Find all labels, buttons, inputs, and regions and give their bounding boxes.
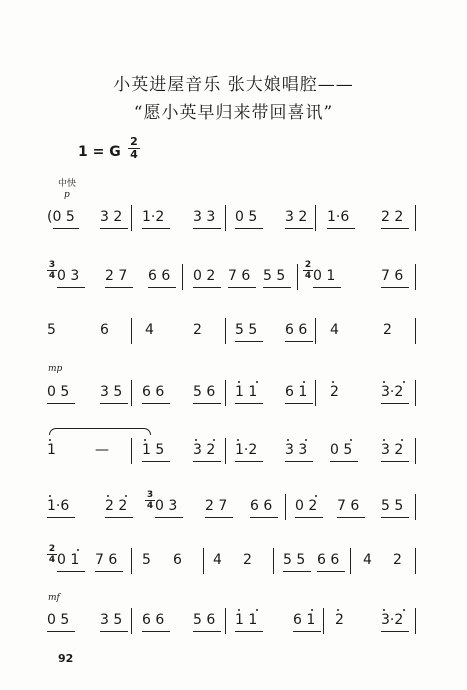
high-dot: [383, 609, 385, 611]
note-group: 0 3: [155, 498, 178, 514]
underline: [100, 631, 128, 632]
underline: [317, 571, 345, 572]
dynamic-p: p: [64, 190, 70, 200]
barline: [415, 318, 416, 344]
underline: [285, 403, 313, 404]
high-dot: [49, 439, 51, 441]
note-group: 7 6: [228, 268, 251, 284]
high-dot: [305, 439, 307, 441]
high-dot: [403, 381, 405, 383]
note-group: 6 6: [142, 384, 165, 400]
underline: [100, 228, 128, 229]
underline: [285, 228, 313, 229]
underline: [381, 461, 409, 462]
barline: [225, 608, 226, 634]
score-row-1: [45, 205, 425, 235]
underline: [193, 287, 221, 288]
barline: [415, 380, 416, 406]
note-group: 0 1: [313, 268, 336, 284]
high-dot: [287, 439, 289, 441]
note-group: 5 6: [193, 612, 216, 628]
note: 5: [47, 322, 56, 338]
note-group: 5 6: [193, 384, 216, 400]
high-dot: [383, 381, 385, 383]
underline: [293, 631, 321, 632]
barline: [225, 205, 226, 231]
underline: [193, 631, 221, 632]
time-sig-bottom: 4: [128, 148, 140, 161]
underline: [235, 228, 263, 229]
underline: [250, 517, 278, 518]
underline: [381, 287, 409, 288]
note-group: 3 5: [100, 384, 123, 400]
underline: [285, 341, 313, 342]
underline: [228, 287, 256, 288]
note: 1: [47, 442, 56, 458]
time-change-2-4: 2 4: [304, 260, 312, 281]
barline: [131, 608, 132, 634]
note-group: 2 2: [381, 209, 404, 225]
barline: [415, 264, 416, 290]
note-group: 6 6: [142, 612, 165, 628]
note-group: 1 1: [235, 384, 258, 400]
underline: [142, 228, 170, 229]
note-group: 6 6: [317, 552, 340, 568]
high-dot: [195, 439, 197, 441]
note-group: 6 6: [250, 498, 273, 514]
note: 4: [330, 322, 339, 338]
high-dot: [403, 609, 405, 611]
underline: [105, 287, 133, 288]
score-row-8: [45, 608, 425, 638]
underline: [155, 517, 183, 518]
note-group: 3·2: [381, 384, 404, 400]
title-line-2: “愿小英早归来带回喜讯”: [133, 103, 334, 123]
high-dot: [350, 439, 352, 441]
note-group: 0 5: [330, 442, 353, 458]
note-group: 5 5: [283, 552, 306, 568]
high-dot: [238, 381, 240, 383]
note: 4: [363, 552, 372, 568]
barline: [315, 380, 316, 406]
high-dot: [144, 439, 146, 441]
underline: [263, 287, 291, 288]
note-group: 5 5: [381, 498, 404, 514]
underline: [142, 461, 170, 462]
underline: [235, 631, 263, 632]
barline: [273, 548, 274, 574]
note: 6: [173, 552, 182, 568]
note-group: 3·2: [381, 612, 404, 628]
barline: [415, 205, 416, 231]
time-signature: [128, 136, 140, 161]
high-dot: [213, 439, 215, 441]
high-dot: [303, 381, 305, 383]
underline: [381, 228, 409, 229]
high-dot: [332, 381, 334, 383]
high-dot: [256, 381, 258, 383]
note-group: 1 5: [142, 442, 165, 458]
underline: [381, 631, 409, 632]
note-group: 1·6: [327, 209, 350, 225]
underline: [283, 571, 311, 572]
underline: [95, 571, 123, 572]
score-row-3: [45, 318, 425, 348]
underline: [100, 403, 128, 404]
barline: [131, 548, 132, 574]
note: 5: [142, 552, 151, 568]
note: 2: [383, 322, 392, 338]
barline: [350, 548, 351, 574]
note: 2: [243, 552, 252, 568]
note-group: 1 1: [235, 612, 258, 628]
underline: [313, 287, 341, 288]
underline: [142, 403, 170, 404]
note-group: 3 3: [285, 442, 308, 458]
score-row-6: [45, 490, 425, 524]
underline: [295, 517, 323, 518]
underline: [105, 517, 133, 518]
high-dot: [237, 439, 239, 441]
underline: [285, 461, 313, 462]
underline: [57, 287, 85, 288]
high-dot: [107, 495, 109, 497]
underline: [193, 403, 221, 404]
underline: [53, 228, 79, 229]
barline: [415, 608, 416, 634]
tempo-marking: 中快: [58, 179, 77, 189]
note-group: 7 6: [337, 498, 360, 514]
note-group: 0 1: [57, 552, 80, 568]
title-line-1: 小英进屋音乐 张大娘唱腔——: [113, 75, 354, 95]
barline: [315, 318, 316, 344]
note-group: 1·2: [235, 442, 258, 458]
high-dot: [337, 609, 339, 611]
underline: [235, 461, 263, 462]
barline: [415, 548, 416, 574]
underline: [327, 228, 355, 229]
note-group: 3 2: [381, 442, 404, 458]
note-group: 6 1: [293, 612, 316, 628]
note-group: 5 5: [263, 268, 286, 284]
score-row-2: [45, 260, 425, 294]
note-group: 1·6: [47, 498, 70, 514]
note: 2: [193, 322, 202, 338]
barline: [131, 205, 132, 231]
note-group: 0 5: [235, 209, 258, 225]
note: 2: [335, 612, 344, 628]
underline: [205, 517, 233, 518]
underline: [47, 517, 75, 518]
high-dot: [49, 495, 51, 497]
barline: [131, 438, 132, 464]
tie-slur: [49, 428, 151, 435]
underline: [235, 341, 263, 342]
barline: [323, 608, 324, 634]
underline: [337, 517, 365, 518]
note-group: 0 2: [193, 268, 216, 284]
time-change-3-4: 3 4: [146, 490, 154, 511]
note-group: 2 7: [205, 498, 228, 514]
note-group: 2 7: [105, 268, 128, 284]
note: 4: [213, 552, 222, 568]
score-row-5: [45, 438, 425, 468]
note-group: 0 3: [57, 268, 80, 284]
dynamic-mf: mf: [48, 593, 60, 603]
note-group: 0 5: [47, 612, 70, 628]
dash: —: [95, 442, 109, 458]
note-group: 6 1: [285, 384, 308, 400]
barline: [182, 264, 183, 290]
note: 2: [330, 384, 339, 400]
note-group: 7 6: [95, 552, 118, 568]
note-group: 3 2: [100, 209, 123, 225]
underline: [148, 287, 176, 288]
high-dot: [238, 609, 240, 611]
time-change-2-4: 2 4: [48, 544, 56, 565]
high-dot: [311, 609, 313, 611]
note-group: 2 2: [105, 498, 128, 514]
barline: [315, 205, 316, 231]
barline: [415, 438, 416, 464]
page-number: 92: [58, 652, 74, 665]
time-change-3-4: 3 4: [48, 260, 56, 281]
note: 6: [100, 322, 109, 338]
barline: [285, 494, 286, 520]
barline: [131, 318, 132, 344]
note-group: 3 2: [285, 209, 308, 225]
key-signature: 1 = G: [78, 144, 121, 160]
high-dot: [401, 439, 403, 441]
high-dot: [125, 495, 127, 497]
underline: [330, 461, 358, 462]
score-row-4: [45, 380, 425, 410]
score-row-7: [45, 544, 425, 578]
barline: [131, 380, 132, 406]
underline: [193, 228, 221, 229]
note: 4: [145, 322, 154, 338]
high-dot: [383, 439, 385, 441]
note: 2: [393, 552, 402, 568]
barline: [225, 318, 226, 344]
note-group: 0 2: [295, 498, 318, 514]
note-group: (0 5: [47, 209, 75, 225]
underline: [47, 631, 75, 632]
barline: [225, 380, 226, 406]
high-dot: [256, 609, 258, 611]
high-dot: [315, 495, 317, 497]
underline: [381, 517, 409, 518]
underline: [235, 403, 263, 404]
note-group: 0 5: [47, 384, 70, 400]
underline: [57, 571, 85, 572]
note-group: 3 5: [100, 612, 123, 628]
dynamic-mp: mp: [48, 364, 63, 374]
note-group: 7 6: [381, 268, 404, 284]
barline: [203, 548, 204, 574]
note-group: 6 6: [148, 268, 171, 284]
underline: [193, 461, 221, 462]
underline: [142, 631, 170, 632]
note-group: 5 5: [235, 322, 258, 338]
barline: [225, 438, 226, 464]
high-dot: [77, 549, 79, 551]
underline: [47, 403, 75, 404]
barline: [415, 494, 416, 520]
note-group: 3 3: [193, 209, 216, 225]
barline: [297, 264, 298, 290]
note-group: 1·2: [142, 209, 165, 225]
note-group: 6 6: [285, 322, 308, 338]
note-group: 3 2: [193, 442, 216, 458]
underline: [381, 403, 409, 404]
time-sig-top: 2: [130, 135, 138, 148]
